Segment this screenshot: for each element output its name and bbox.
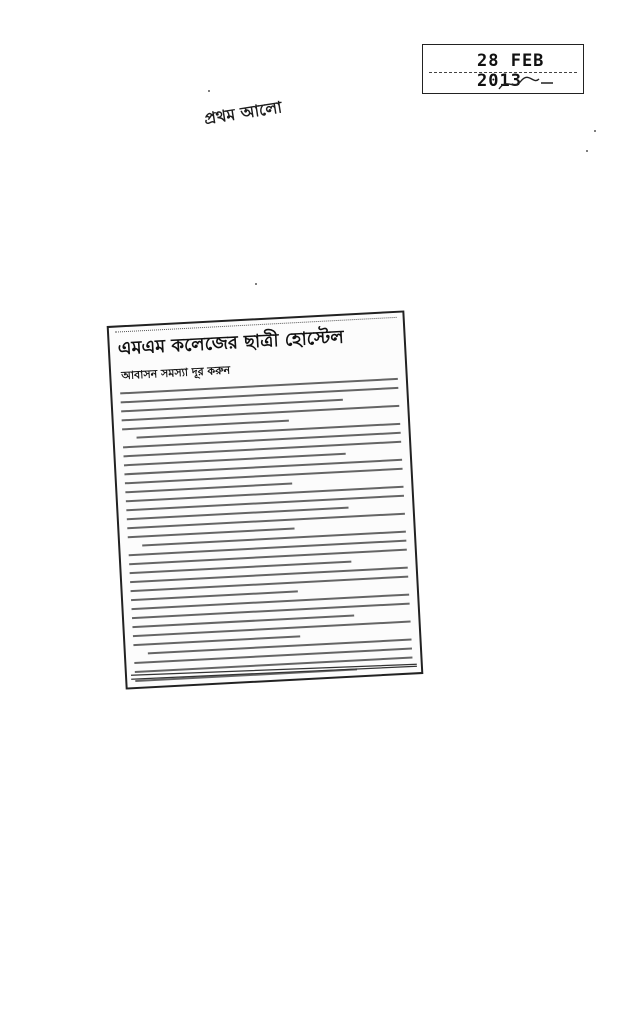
stamp-date: 28 FEB 2013 [477, 51, 545, 91]
clipping-body-text [120, 371, 412, 665]
scan-speck [208, 90, 210, 92]
body-text-line [133, 635, 300, 646]
clipping-headline: এমএম কলেজের ছাত্রী হোস্টেল [117, 326, 345, 360]
body-text-line [128, 528, 295, 539]
body-text-line [125, 483, 292, 494]
body-text-line [131, 590, 298, 601]
newspaper-clipping [107, 310, 424, 689]
scan-speck [255, 283, 257, 285]
body-text-line [122, 420, 289, 431]
scan-speck [586, 150, 588, 152]
signature-mark [429, 73, 579, 93]
date-stamp [422, 44, 584, 94]
clipping-subheadline: আবাসন সমস্যা দূর করুন [120, 363, 231, 383]
scan-speck [594, 130, 596, 132]
newspaper-masthead-logo: প্রথম আলো [202, 96, 284, 128]
